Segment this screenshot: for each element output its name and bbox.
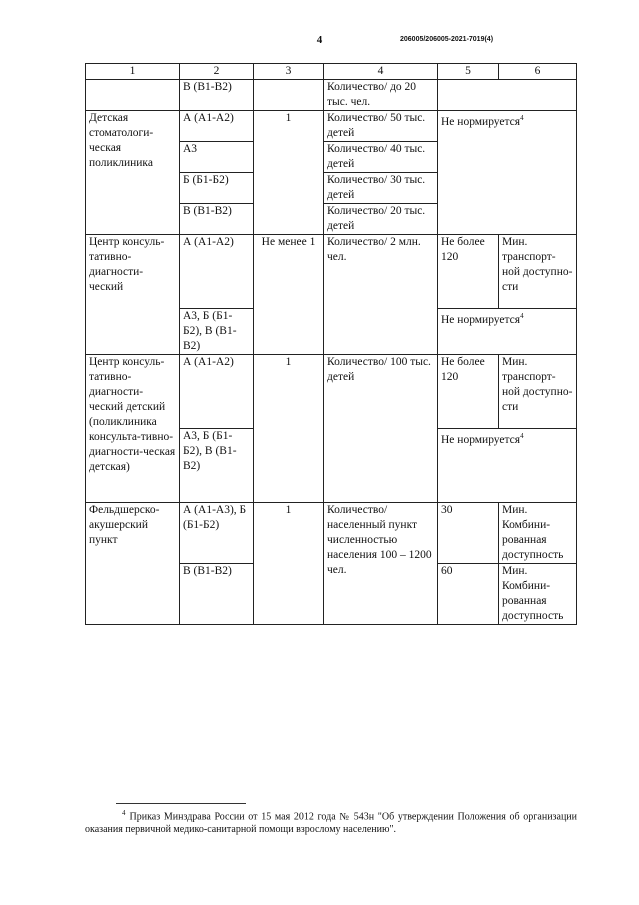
footnote-divider xyxy=(116,803,246,804)
quantity-cell: 1 xyxy=(254,355,324,503)
norm-cell xyxy=(438,80,577,111)
col-number-6: 6 xyxy=(499,64,577,80)
footnote-mark: 4 xyxy=(122,809,126,817)
norm-text: Не нормируется xyxy=(441,433,521,446)
category-cell: В (В1-В2) xyxy=(180,564,254,625)
table-row xyxy=(86,503,577,564)
quantity-cell: 1 xyxy=(254,503,324,625)
facility-name: Фельдшерско-акушерский пункт xyxy=(86,503,180,625)
norm-cell xyxy=(438,309,577,355)
limit-cell: 30 xyxy=(438,503,499,564)
count-cell: Количество/ 40 тыс. детей xyxy=(324,142,438,173)
footnote-ref: 4 xyxy=(520,114,524,122)
category-cell: А3 xyxy=(180,142,254,173)
access-cell: Мин. Комбини-рованная доступность xyxy=(499,503,577,564)
access-cell: Мин. Комбини-рованная доступность xyxy=(499,564,577,625)
access-cell: Мин. транспорт-ной доступно-сти xyxy=(499,355,577,429)
table-row xyxy=(86,111,577,142)
col-number-4: 4 xyxy=(324,64,438,80)
limit-cell: 60 xyxy=(438,564,499,625)
count-cell: Количество/ 50 тыс. детей xyxy=(324,111,438,142)
col-number-5: 5 xyxy=(438,64,499,80)
category-cell: В (В1-В2) xyxy=(180,204,254,235)
document-id: 206005/206005-2021-7019(4) xyxy=(400,36,494,43)
limit-cell: Не более 120 xyxy=(438,235,499,309)
norm-cell xyxy=(438,111,577,235)
footnote-text: Приказ Минздрава России от 15 мая 2012 года № 543н "Об утверждении Положения об организации оказания первичной медико-санитарной помощи взрослому населению". xyxy=(85,811,577,836)
quantity-cell xyxy=(254,80,324,111)
quantity-cell: 1 xyxy=(254,111,324,235)
col-number-1: 1 xyxy=(86,64,180,80)
category-cell: А (А1-А2) xyxy=(180,235,254,309)
limit-cell: Не более 120 xyxy=(438,355,499,429)
norm-cell xyxy=(438,429,577,503)
category-cell: А (А1-А2) xyxy=(180,111,254,142)
category-cell: В (В1-В2) xyxy=(180,80,254,111)
col-number-2: 2 xyxy=(180,64,254,80)
count-cell: Количество/ 20 тыс. детей xyxy=(324,204,438,235)
category-cell: А (А1-А3), Б (Б1-Б2) xyxy=(180,503,254,564)
norms-table xyxy=(85,63,577,625)
count-cell: Количество/ населенный пункт численностью населения 100 – 1200 чел. xyxy=(324,503,438,625)
column-number-row xyxy=(86,64,577,80)
col-number-3: 3 xyxy=(254,64,324,80)
facility-name: Детская стоматологи-ческая поликлиника xyxy=(86,111,180,235)
category-cell: А3, Б (Б1-Б2), В (В1-В2) xyxy=(180,309,254,355)
norm-text: Не нормируется xyxy=(441,313,521,326)
count-cell: Количество/ 30 тыс. детей xyxy=(324,173,438,204)
table-row xyxy=(86,355,577,429)
access-cell: Мин. транспорт-ной доступно-сти xyxy=(499,235,577,309)
norm-text: Не нормируется xyxy=(441,115,521,128)
table-row xyxy=(86,80,577,111)
count-cell: Количество/ 100 тыс. детей xyxy=(324,355,438,503)
quantity-cell: Не менее 1 xyxy=(254,235,324,355)
page-number: 4 xyxy=(316,34,323,46)
footnote-ref: 4 xyxy=(520,432,524,440)
category-cell: А (А1-А2) xyxy=(180,355,254,429)
table-row xyxy=(86,235,577,309)
count-cell: Количество/ до 20 тыс. чел. xyxy=(324,80,438,111)
footnote xyxy=(85,807,577,836)
count-cell: Количество/ 2 млн. чел. xyxy=(324,235,438,355)
name-cell xyxy=(86,80,180,111)
footnote-ref: 4 xyxy=(520,312,524,320)
category-cell: Б (Б1-Б2) xyxy=(180,173,254,204)
category-cell: А3, Б (Б1-Б2), В (В1-В2) xyxy=(180,429,254,503)
facility-name: Центр консуль-тативно-диагности-ческий xyxy=(86,235,180,355)
facility-name: Центр консуль-тативно-диагности-ческий детский (поликлиника консульта-тивно-диагности-ческая детская) xyxy=(86,355,180,503)
